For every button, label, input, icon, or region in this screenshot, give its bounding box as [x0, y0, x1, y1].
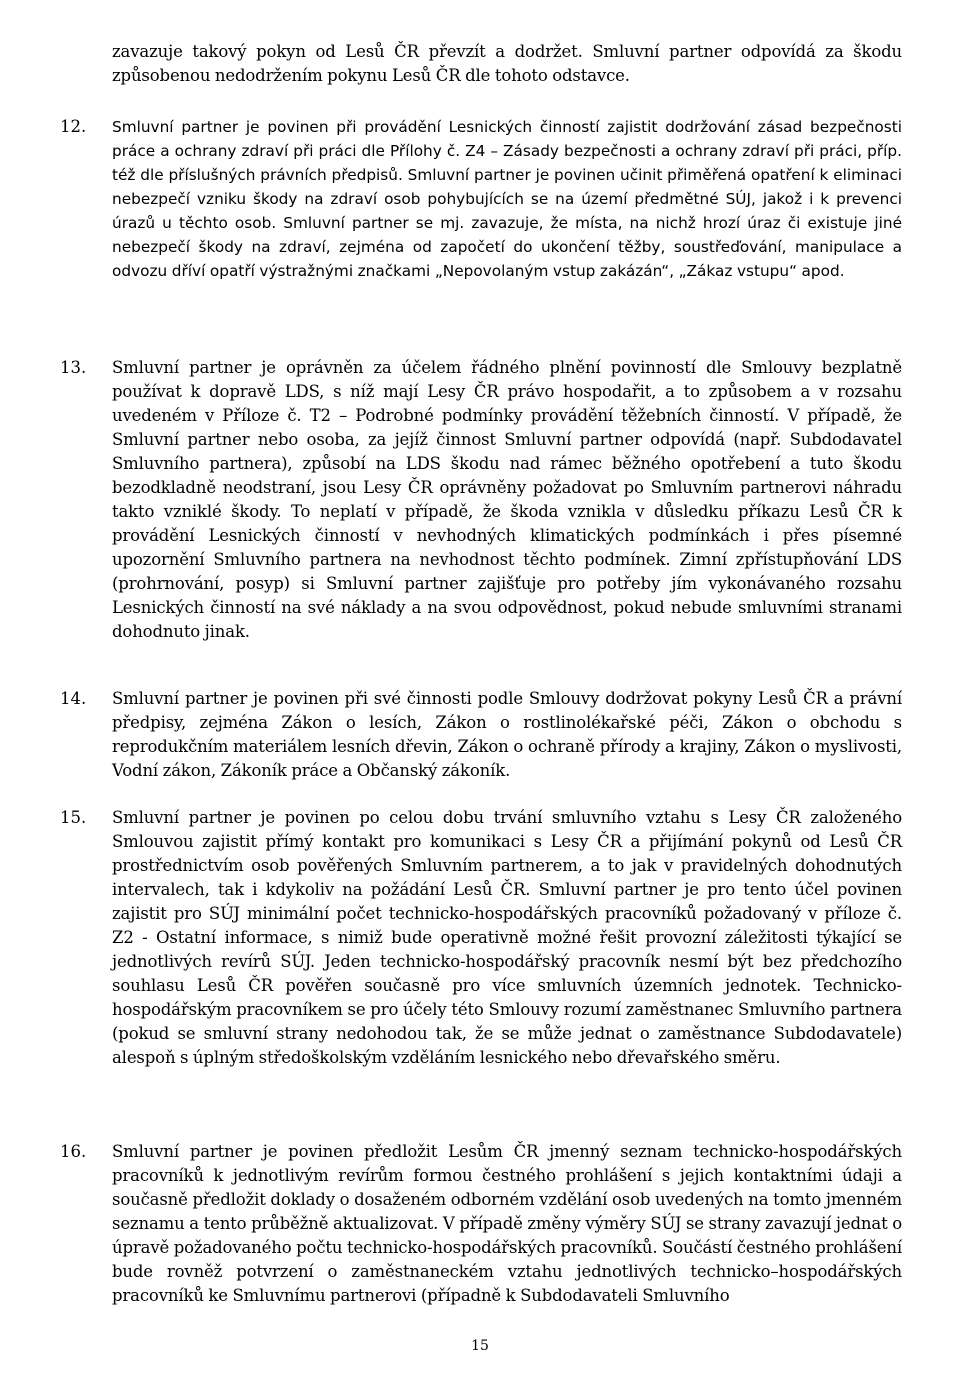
paragraph-text: Smluvní partner je povinen předložit Lesům ČR jmenný seznam technicko-hospodářských pracovníků k jednotlivým revírům formou čestného prohlášení s jejich kontaktními údaji a současně předložit doklady o dosaženém odborném vzdělání osob uvedených na tomto jmenném seznamu a tento průběžně aktualizovat. V případě změny výměry SÚJ se strany zavazují jednat o úpravě požadovaného počtu technicko-hospodářských pracovníků. Součástí čestného prohlášení bude rovněž potvrzení o zaměstnaneckém vztahu jednotlivých technicko–hospodářských pracovníků ke Smluvnímu partnerovi (případně k Subdodavateli Smluvního [112, 1142, 902, 1305]
paragraph-14 [60, 687, 902, 783]
paragraph-text: Smluvní partner je povinen po celou dobu trvání smluvního vztahu s Lesy ČR založeného Smlouvou zajistit přímý kontakt pro komunikaci s Lesy ČR a přijímání pokynů od Lesů ČR prostřednictvím osob pověřených Smluvním partnerem, a to jak v pravidelných dohodnutých intervalech, tak i kdykoliv na požádání Lesů ČR. Smluvní partner je pro tento účel povinen zajistit pro SÚJ minimální počet technicko-hospodářských pracovníků požadovaný v příloze č. Z2 - Ostatní informace, s nimiž bude operativně možné řešit provozní záležitosti týkající se jednotlivých revírů SÚJ. Jeden technicko-hospodářský pracovník nesmí být bez předchozího souhlasu Lesů ČR pověřen současně pro více smluvních územních jednotek. Technicko-hospodářským pracovníkem se pro účely této Smlouvy rozumí zaměstnanec Smluvního partnera (pokud se smluvní strany nedohodou tak, že se může jednat o zaměstnance Subdodavatele) alespoň s úplným středoškolským vzděláním lesnického nebo dřevařského směru. [112, 808, 902, 1067]
paragraph-13 [60, 356, 902, 644]
paragraph-number: 16. [60, 1142, 87, 1161]
paragraph-text: Smluvní partner je povinen při své činnosti podle Smlouvy dodržovat pokyny Lesů ČR a právní předpisy, zejména Zákon o lesích, Zákon o rostlinolékařské péči, Zákon o obchodu s reprodukčním materiálem lesních dřevin, Zákon o ochraně přírody a krajiny, Zákon o myslivosti, Vodní zákon, Zákoník práce a Občanský zákoník. [112, 689, 902, 780]
paragraph-text: Smluvní partner je povinen při provádění Lesnických činností zajistit dodržování zásad bezpečnosti práce a ochrany zdraví při práci dle Přílohy č. Z4 – Zásady bezpečnosti a ochrany zdraví při práci, příp. též dle příslušných právních předpisů. Smluvní partner je povinen učinit přiměřená opatření k eliminaci nebezpečí vzniku škody na zdraví osob pohybujících se na území předmětné SÚJ, jakož i k prevenci úrazů u těchto osob. Smluvní partner se mj. zavazuje, že místa, na nichž hrozí úraz či existuje jiné nebezpečí škody na zdraví, zejména od započetí do ukončení těžby, soustřeďování, manipulace a odvozu dříví opatří výstražnými značkami „Nepovolaným vstup zakázán“, „Zákaz vstupu“ apod. [112, 118, 902, 280]
paragraph-number: 12. [60, 117, 87, 136]
paragraph-number: 15. [60, 808, 87, 827]
paragraph-12 [60, 115, 902, 283]
paragraph-15 [60, 806, 902, 1070]
paragraph-number: 14. [60, 689, 87, 708]
paragraph-continuation [60, 40, 902, 88]
paragraph-number: 13. [60, 358, 87, 377]
paragraph-text: zavazuje takový pokyn od Lesů ČR převzít a dodržet. Smluvní partner odpovídá za škodu způsobenou nedodržením pokynu Lesů ČR dle tohoto odstavce. [112, 42, 902, 85]
paragraph-text: Smluvní partner je oprávněn za účelem řádného plnění povinností dle Smlouvy bezplatně používat k dopravě LDS, s níž mají Lesy ČR právo hospodařit, a to způsobem a v rozsahu uvedeném v Příloze č. T2 – Podrobné podmínky provádění těžebních činností. V případě, že Smluvní partner nebo osoba, za jejíž činnost Smluvní partner odpovídá (např. Subdodavatel Smluvního partnera), způsobí na LDS škodu nad rámec běžného opotřebení a tuto škodu bezodkladně neodstraní, jsou Lesy ČR oprávněny požadovat po Smluvním partnerovi náhradu takto vzniklé škody. To neplatí v případě, že škoda vznikla v důsledku příkazu Lesů ČR k provádění Lesnických činností v nevhodných klimatických podmínkách i přes písemné upozornění Smluvního partnera na nevhodnost těchto podmínek. Zimní zpřístupňování LDS (prohrnování, posyp) si Smluvní partner zajišťuje pro potřeby jím vykonávaného rozsahu Lesnických činností na své náklady a na svou odpovědnost, pokud nebude smluvními stranami dohodnuto jinak. [112, 358, 902, 641]
paragraph-16 [60, 1140, 902, 1308]
page-number: 15 [471, 1338, 489, 1354]
